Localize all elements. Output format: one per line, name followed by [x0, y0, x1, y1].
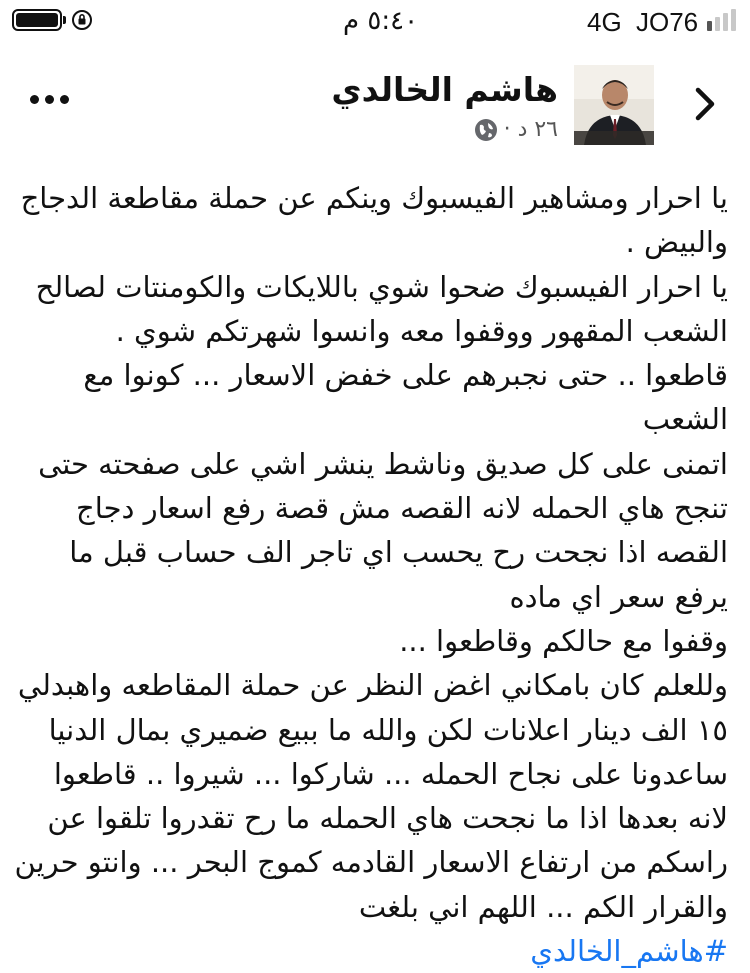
more-options-icon[interactable]: [30, 93, 70, 107]
post-line: لانه بعدها اذا ما نجحت هاي الحمله ما رح تقدروا تلقوا عن: [47, 801, 728, 836]
post-line: قاطعوا .. حتى نجبرهم على خفض الاسعار ... كونوا مع: [83, 358, 728, 393]
post-line: يرفع سعر اي ماده: [509, 579, 728, 614]
post-line: ١٥ الف دينار اعلانات لكن والله ما ببيع ضميري بمال الدنيا: [48, 712, 728, 747]
author-name[interactable]: هاشم الخالدي: [331, 70, 558, 109]
back-chevron-icon[interactable]: [688, 82, 722, 126]
post-line: والبيض .: [625, 225, 728, 260]
post-text: [14, 176, 728, 973]
post-line: يا احرار الفيسبوك ضحوا شوي باللايكات والكومنتات لصالح: [35, 269, 728, 304]
post-line: وقفوا مع حالكم وقاطعوا ...: [399, 623, 728, 658]
post-line: الشعب: [642, 402, 728, 437]
hashtag-link[interactable]: #هاشم_الخالدي: [530, 934, 728, 969]
post-line: والقرار الكم ... اللهم اني بلغت: [358, 889, 728, 924]
post-meta: [474, 117, 558, 142]
network-type: 4G: [587, 7, 622, 37]
post-line: وللعلم كان بامكاني اغض النظر عن حملة المقاطعه واهبدلي: [17, 668, 728, 703]
post-line: اتمنى على كل صديق وناشط ينشر اشي على صفحته حتى: [38, 446, 728, 481]
author-avatar[interactable]: [574, 65, 654, 145]
globe-icon: [474, 118, 498, 142]
post-line: ساعدونا على نجاح الحمله ... شاركوا ... شيروا .. قاطعوا: [53, 756, 728, 791]
post-line: الشعب المقهور ووقفوا معه وانسوا شهرتكم شوي .: [115, 313, 728, 348]
post-line: القصه اذا نجحت رح يحسب اي تاجر الف حساب قبل ما: [69, 535, 728, 570]
post-time[interactable]: ٢٦ د ·: [503, 117, 558, 142]
battery-icon: [12, 9, 62, 31]
carrier-name: JO76: [636, 7, 699, 37]
post-line: راسكم من ارتفاع الاسعار القادمه كموج البحر ... وانتو حرين: [14, 845, 728, 880]
battery-tip: [63, 16, 66, 24]
status-bar: [0, 0, 750, 44]
post-line: تنجح هاي الحمله لانه القصه مش قصة رفع اسعار دجاج: [76, 491, 728, 526]
post-line: يا احرار ومشاهير الفيسبوك وينكم عن حملة مقاطعة الدجاج: [20, 181, 728, 215]
signal-icon: [707, 9, 741, 31]
status-time: ٥:٤٠ م: [343, 6, 419, 36]
orientation-lock-icon: [70, 8, 94, 32]
